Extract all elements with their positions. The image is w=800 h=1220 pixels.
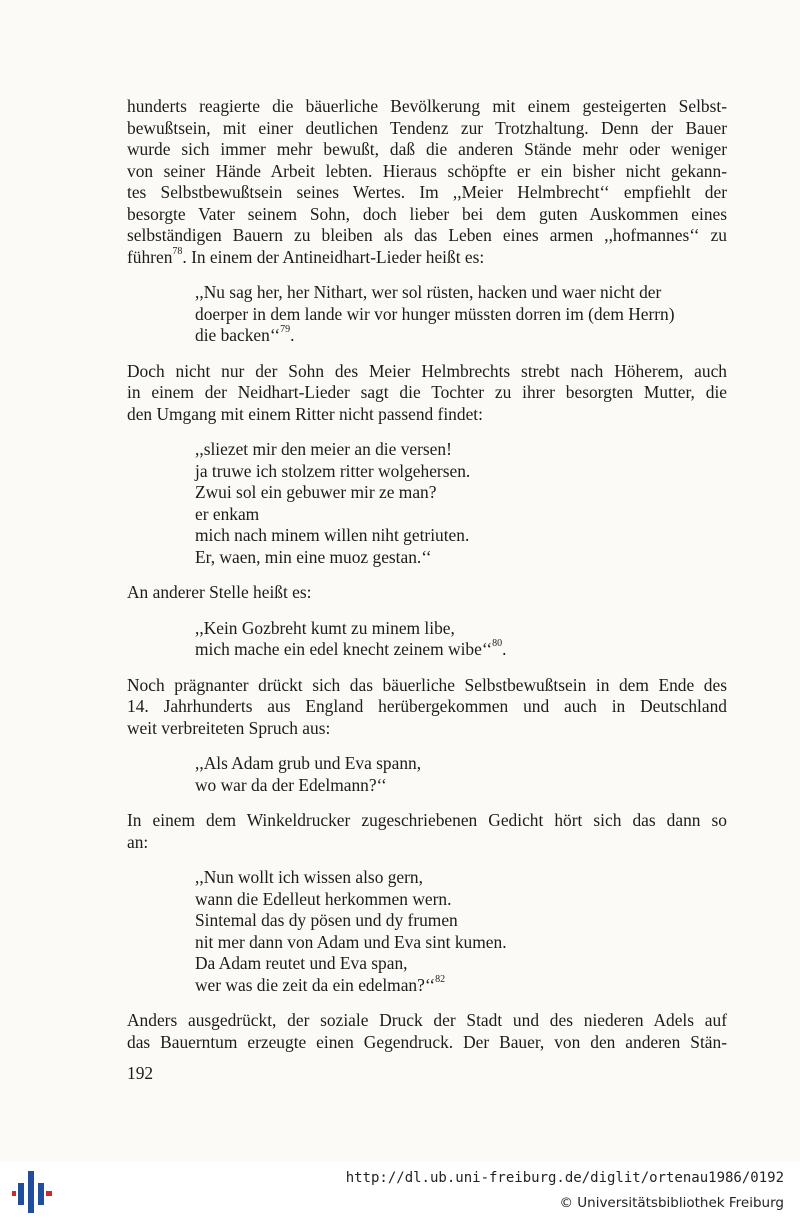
verse-line: Er, waen, min eine muoz gestan.‘‘ <box>195 546 432 567</box>
footnote-ref[interactable]: 82 <box>435 973 446 985</box>
text-line: wurde sich immer mehr bewußt, daß die anderen Stände mehr oder weniger <box>127 139 727 159</box>
paragraph <box>127 1010 727 1053</box>
verse-line: die backen‘‘$^{79}$. <box>195 324 295 345</box>
text-line: An anderer Stelle heißt es: <box>127 582 312 602</box>
verse-line: ja truwe ich stolzem ritter wolgehersen. <box>195 460 471 481</box>
paragraph <box>127 361 727 426</box>
page-body <box>127 96 727 1067</box>
paragraph <box>127 96 727 268</box>
text-line: Anders ausgedrückt, der soziale Druck der Stadt und des niederen Adels auf <box>127 1010 727 1030</box>
paragraph <box>127 582 727 604</box>
verse-line: doerper in dem lande wir vor hunger müssten dorren im (dem Herrn) <box>195 303 675 324</box>
text-line: In einem dem Winkeldrucker zugeschriebenen Gedicht hört sich das dann so <box>127 810 727 830</box>
text-line: weit verbreiteten Spruch aus: <box>127 717 331 738</box>
footnote-ref[interactable]: 80 <box>492 638 503 650</box>
viewer-footer <box>0 1162 800 1220</box>
ub-freiburg-logo-icon <box>12 1171 52 1213</box>
verse-quote <box>195 753 727 796</box>
verse-quote <box>195 439 727 568</box>
text-line: hunderts reagierte die bäuerliche Bevölkerung mit einem gesteigerten Selbst- <box>127 96 727 116</box>
text-line: den Umgang mit einem Ritter nicht passend findet: <box>127 403 483 424</box>
verse-line: ,,Kein Gozbreht kumt zu minem libe, <box>195 617 455 638</box>
text-line: von seiner Hände Arbeit lebten. Hieraus schöpfte er ein bisher nicht gekann- <box>127 160 727 181</box>
footnote-ref[interactable]: 79 <box>280 324 291 336</box>
verse-quote <box>195 618 727 661</box>
verse-line: ,,Als Adam grub und Eva spann, <box>195 753 422 773</box>
copyright-text: © Universitätsbibliothek Freiburg <box>559 1195 784 1211</box>
text-line: Doch nicht nur der Sohn des Meier Helmbrechts strebt nach Höherem, auch <box>127 360 727 381</box>
verse-line: ,,Nu sag her, her Nithart, wer sol rüsten, hacken und waer nicht der <box>195 282 662 302</box>
verse-line: nit mer dann von Adam und Eva sint kumen. <box>195 931 507 952</box>
footnote-ref[interactable]: 78 <box>172 245 183 257</box>
verse-line: er enkam <box>195 503 260 524</box>
verse-line: mich mache ein edel knecht zeinem wibe‘‘$^{80}$. <box>195 638 507 659</box>
verse-line: Sintemal das dy pösen und dy frumen <box>195 910 458 930</box>
verse-line: wann die Edelleut herkommen wern. <box>195 888 452 909</box>
permalink-url[interactable]: http://dl.ub.uni-freiburg.de/diglit/ortenau1986/0192 <box>345 1170 784 1186</box>
text-line: führen$^{78}$. In einem der Antineidhart-Lieder heißt es: <box>127 245 485 267</box>
verse-line: Da Adam reutet und Eva span, <box>195 953 408 973</box>
text-line: selbständigen Bauern zu bleiben als das Leben eines armen ,,hofmannes‘‘ zu <box>127 225 727 245</box>
verse-line: Zwui sol ein gebuwer mir ze man? <box>195 482 437 502</box>
verse-line: wo war da der Edelmann?‘‘ <box>195 774 387 795</box>
verse-line: ,,Nun wollt ich wissen also gern, <box>195 867 423 887</box>
verse-quote <box>195 867 727 996</box>
page-number: 192 <box>127 1063 154 1083</box>
paragraph <box>127 675 727 740</box>
text-line: 14. Jahrhunderts aus England herübergekommen und auch in Deutschland <box>127 696 727 716</box>
text-line: an: <box>127 831 149 852</box>
paragraph <box>127 810 727 853</box>
text-line: das Bauerntum erzeugte einen Gegendruck. Der Bauer, von den anderen Stän- <box>127 1031 727 1052</box>
verse-line: ,,sliezet mir den meier an die versen! <box>195 439 452 459</box>
verse-line: mich nach minem willen niht getriuten. <box>195 525 470 545</box>
text-line: besorgte Vater seinem Sohn, doch lieber bei dem guten Auskommen eines <box>127 203 727 224</box>
text-line: in einem der Neidhart-Lieder sagt die Tochter zu ihrer besorgten Mutter, die <box>127 382 727 402</box>
text-line: Noch prägnanter drückt sich das bäuerliche Selbstbewußtsein in dem Ende des <box>127 674 727 695</box>
text-line: bewußtsein, mit einer deutlichen Tendenz zur Trotzhaltung. Denn der Bauer <box>127 117 727 138</box>
text-line: tes Selbstbewußtsein seines Wertes. Im ,,Meier Helmbrecht‘‘ empfiehlt der <box>127 182 727 202</box>
verse-quote <box>195 282 727 347</box>
verse-line: wer was die zeit da ein edelman?‘‘$^{82}$ <box>195 973 446 995</box>
